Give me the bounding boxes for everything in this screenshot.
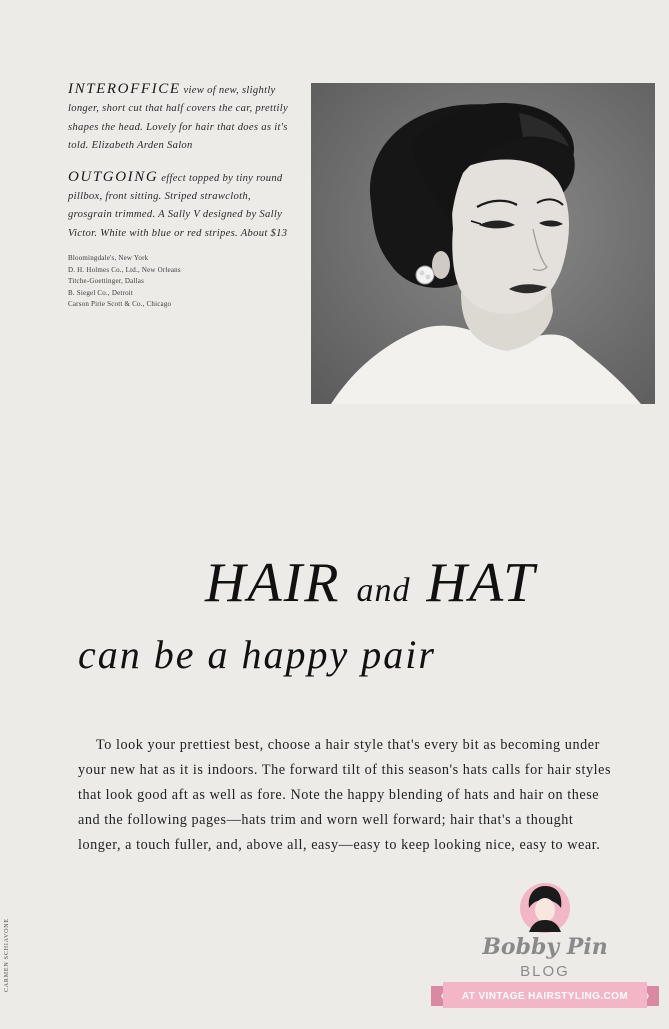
- portrait-illustration: [311, 83, 655, 404]
- watermark-graphic: [425, 878, 665, 1024]
- headline-line-1: [205, 548, 536, 626]
- ear: [432, 251, 450, 279]
- interoffice-lead: INTEROFFICE: [68, 81, 181, 97]
- interoffice-text: view of new, slightly longer, short cut that half covers the car, prettily shapes the head. Lovely for hair that does as it's told. Elizabeth Arden Salon: [68, 85, 288, 152]
- avatar-face: [535, 898, 555, 922]
- headline-line-2: can be a happy pair: [78, 632, 436, 677]
- bobby-pin-blog-watermark: [425, 878, 665, 1024]
- earring: [416, 266, 434, 284]
- outgoing-text: effect topped by tiny round pillbox, front sitting. Striped strawcloth, grosgrain trimmed. A Sally V designed by Sally Victor. White with blue or red stripes. About $13: [68, 172, 288, 239]
- watermark-script: Bobby Pin: [482, 934, 608, 960]
- headline-and: and: [356, 572, 411, 609]
- watermark-blog: BLOG: [520, 963, 570, 980]
- store-item: Bloomingdale's, New York: [68, 254, 149, 263]
- interoffice-paragraph: [68, 80, 290, 156]
- photo-credit: CARMEN SCHIAVONE: [4, 918, 10, 992]
- photo-caption: [68, 80, 290, 311]
- article-body: [78, 733, 617, 858]
- store-item: Carson Pirie Scott & Co., Chicago: [68, 300, 172, 309]
- store-list: [68, 253, 290, 311]
- store-item: Titche-Goettinger, Dallas: [68, 277, 145, 286]
- outgoing-lead: OUTGOING: [68, 168, 159, 185]
- outgoing-paragraph: [68, 168, 290, 244]
- headline-hair: HAIR: [205, 552, 341, 614]
- store-item: B. Siegel Co., Detroit: [68, 288, 134, 297]
- body-paragraph: To look your prettiest best, choose a hair style that's every bit as becoming under your new hat as it is indoors. The forward tilt of this season's hats calls for hair styles that look good aft as well as fore. Note the happy blending of hats and hair on these and the following pages—hats trim and worn well forward; hair that's a thought longer, a touch fuller, and, above all, easy—easy to keep looking nice, easy to wear.: [78, 737, 612, 853]
- portrait-photo: [311, 83, 655, 404]
- watermark-tagline: AT VINTAGE HAIRSTYLING.COM: [461, 991, 629, 1002]
- headline-hat: HAT: [426, 552, 537, 614]
- store-item: D. H. Holmes Co., Ltd., New Orleans: [68, 265, 181, 274]
